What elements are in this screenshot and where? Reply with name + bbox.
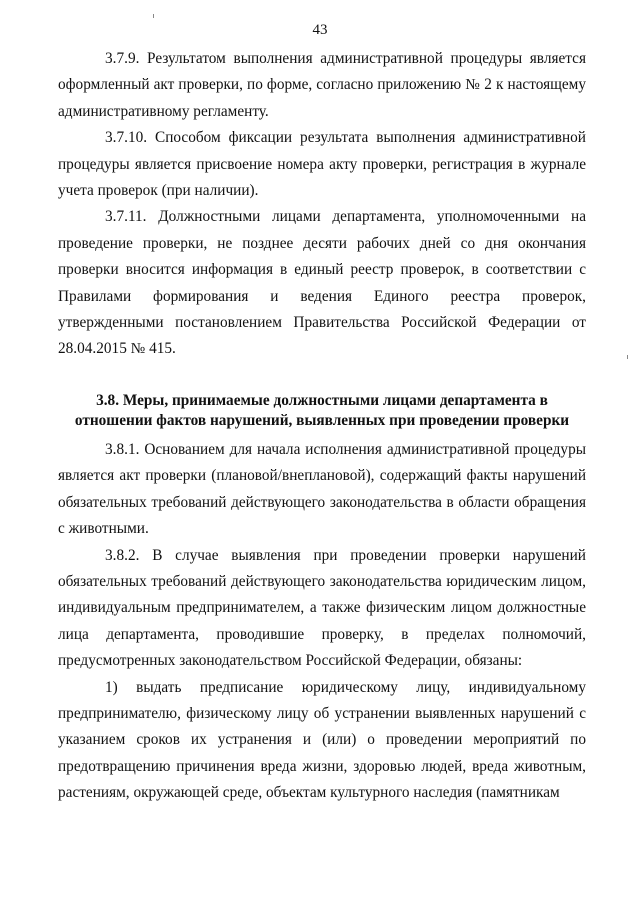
page-number: 43 <box>312 22 328 38</box>
list-item-1: 1) выдать предписание юридическому лицу, индивидуальному предпринимателю, физическому лицу об устранении выявленных нарушений с указанием сроков их устранения и (или) о проведении мероприятий по предотвращению причинения вреда жизни, здоровью людей, вреда животным, растениям, окружающей среде, объектам культурного наследия (памятникам <box>58 678 586 802</box>
section-heading-line-2: отношении фактов нарушений, выявленных при проведении проверки <box>74 411 570 429</box>
paragraph-3-8-2: 3.8.2. В случае выявления при проведении проверки нарушений обязательных требований действующего законодательства юридическим лицом, индивидуальным предпринимателем, а также физическим лицом должностные лица департамента, проводившие проверку, в пределах полномочий, предусмотренных законодательством Российской Федерации, обязаны: <box>58 546 586 670</box>
paragraph-3-7-9: 3.7.9. Результатом выполнения административной процедуры является оформленный акт проверки, по форме, согласно приложению № 2 к настоящему административному регламенту. <box>58 50 586 120</box>
scan-speck <box>627 355 628 359</box>
paragraph-3-7-11: 3.7.11. Должностными лицами департамента, уполномоченными на проведение проверки, не позднее десяти рабочих дней со дня окончания проверки вносится информация в единый реестр проверок, в соответствии с Правилами формирования и ведения Единого реестра проверок, утвержденными постановлением Правительства Российской Федерации от 28.04.2015 № 415. <box>58 208 586 358</box>
document-body <box>58 46 586 807</box>
section-heading-line-1: 3.8. Меры, принимаемые должностными лицами департамента в <box>96 391 548 409</box>
paragraph-3-7-10: 3.7.10. Способом фиксации результата выполнения административной процедуры является присвоение номера акту проверки, регистрация в журнале учета проверок (при наличии). <box>58 129 586 200</box>
section-heading-3-8 <box>58 391 586 431</box>
paragraph-3-8-1: 3.8.1. Основанием для начала исполнения административной процедуры является акт проверки (плановой/внеплановой), содержащий факты нарушений обязательных требований действующего законодательства в области обращения с животными. <box>58 440 586 538</box>
scan-speck <box>153 14 154 18</box>
